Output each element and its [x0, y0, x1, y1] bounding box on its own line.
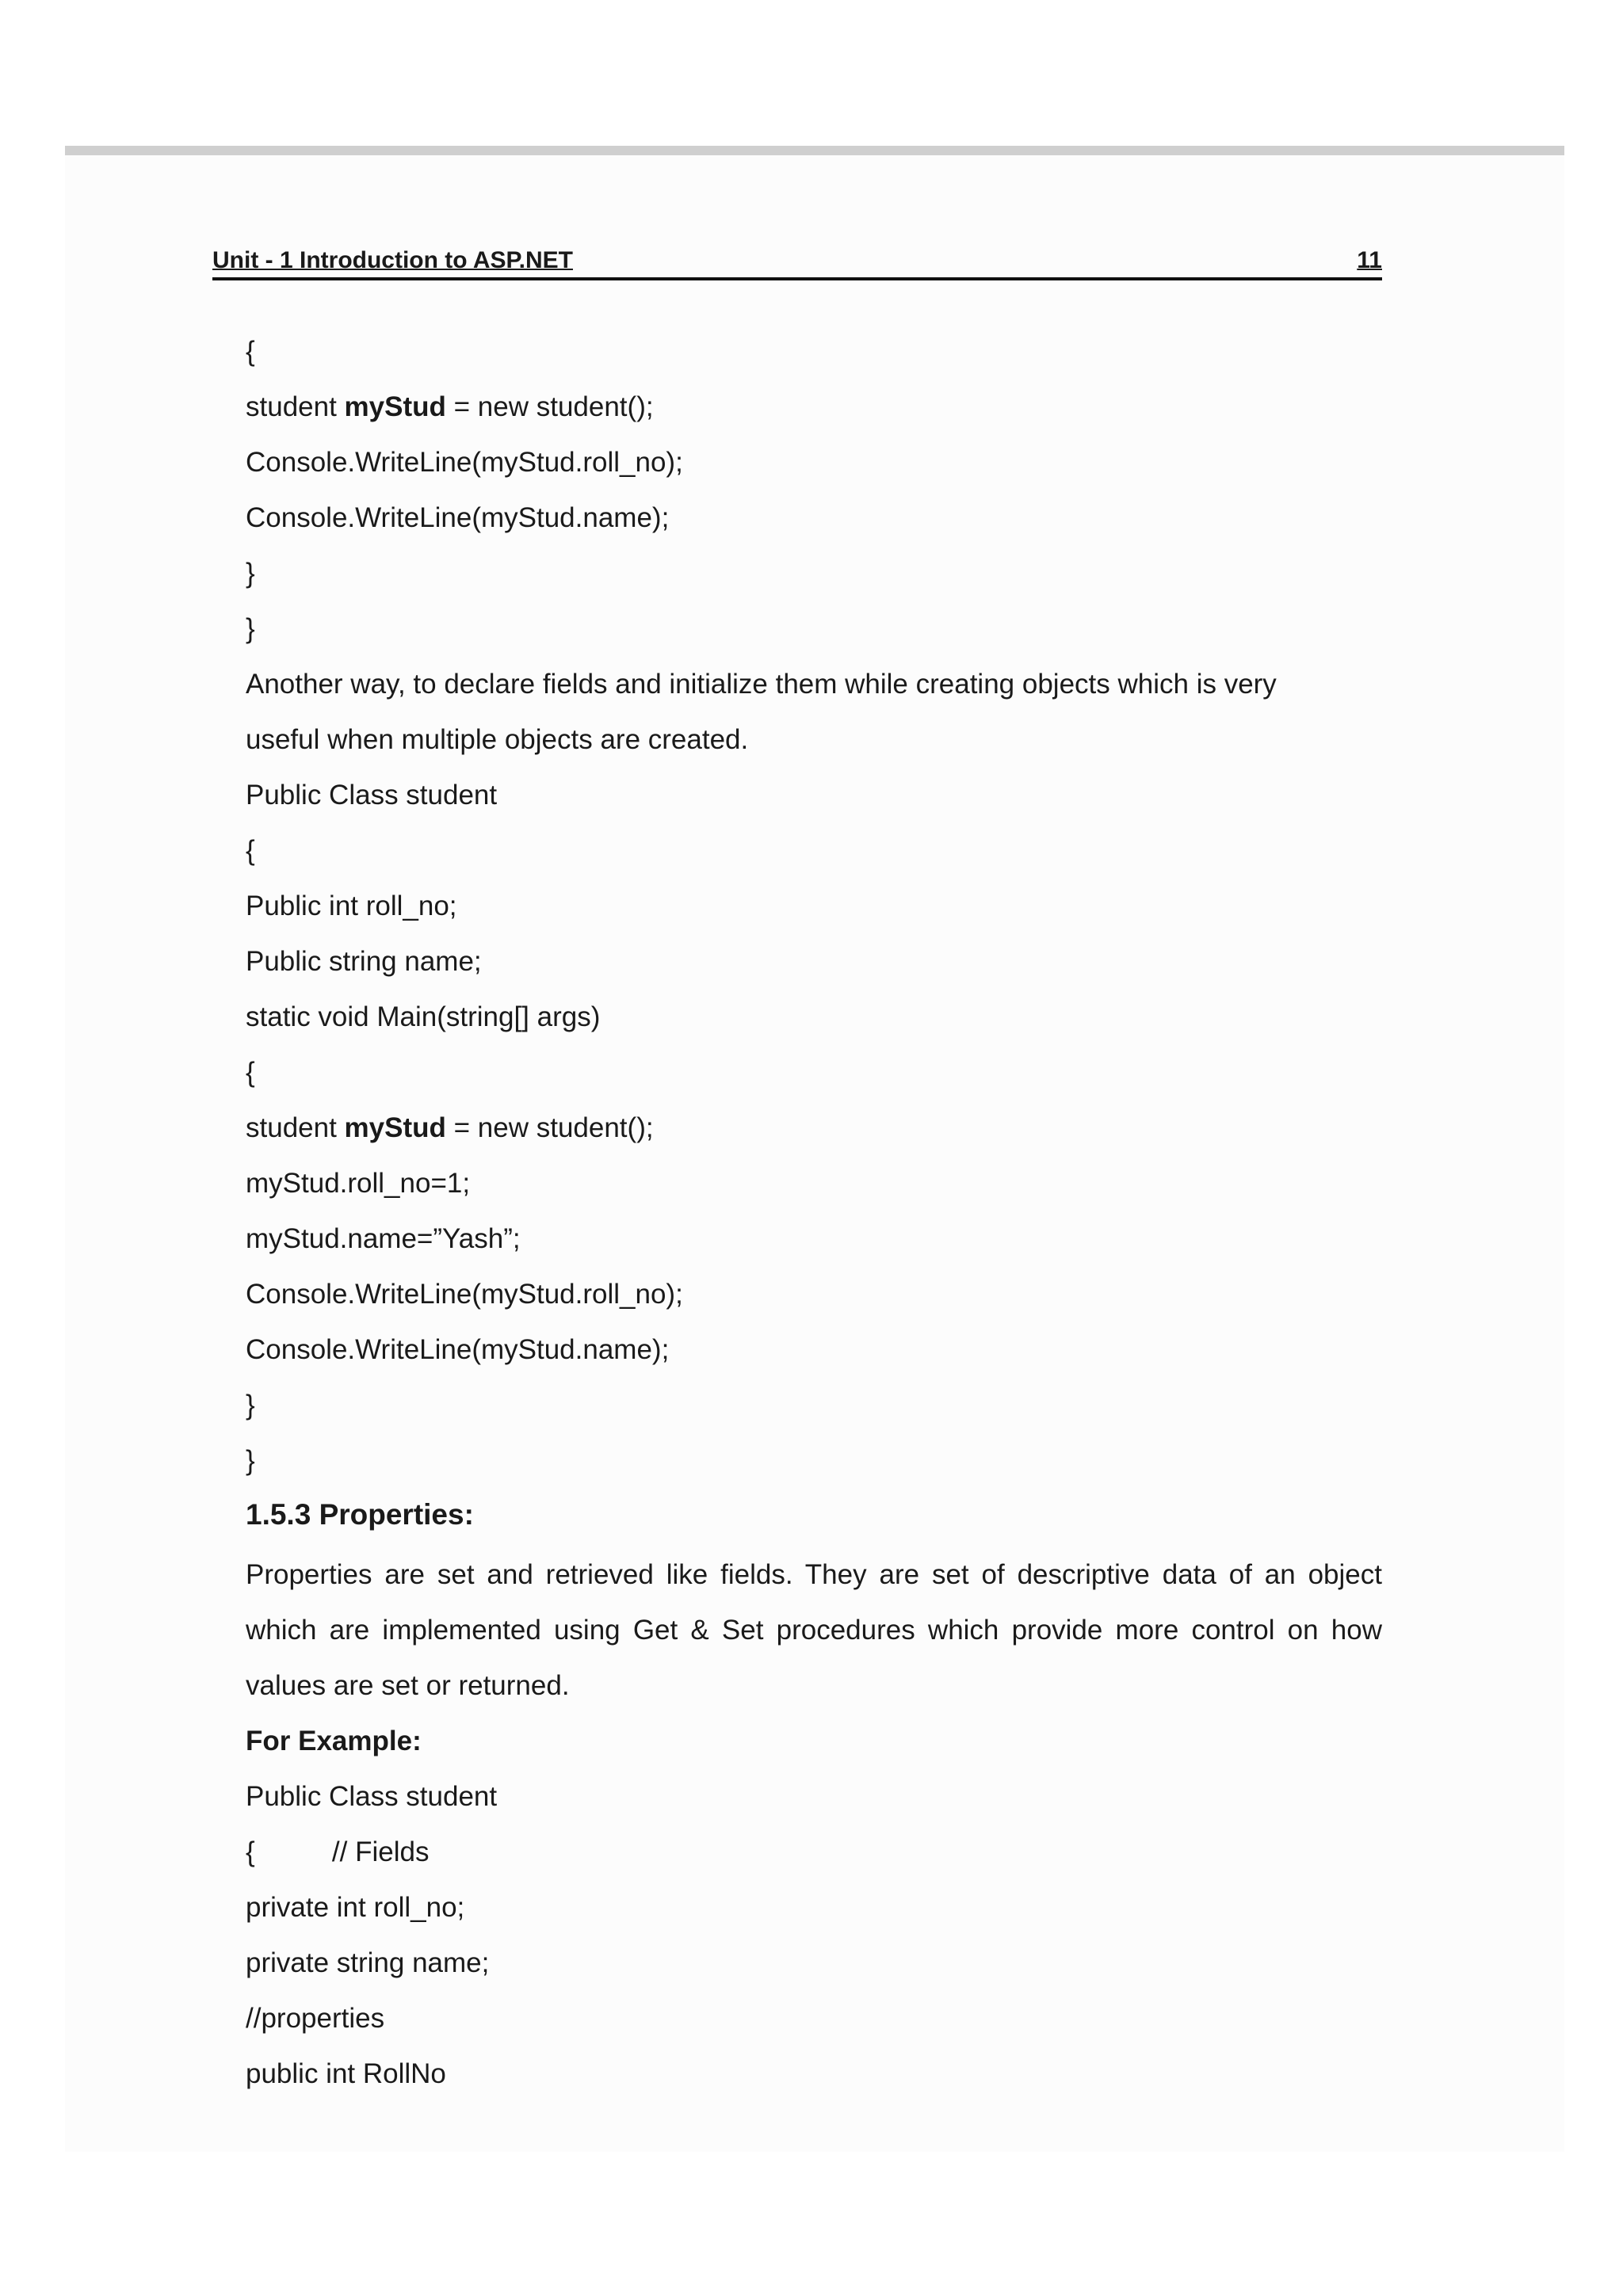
paragraph-line: Properties are set and retrieved like fields. They are set of descriptive data of an object — [246, 1559, 1382, 1590]
paragraph-line: values are set or returned. — [246, 1670, 570, 1701]
code-line: Console.WriteLine(myStud.roll_no); — [246, 447, 683, 478]
code-line: //properties — [246, 2003, 385, 2034]
code-line: { — [246, 835, 255, 866]
code-line: Public Class student — [246, 780, 498, 810]
code-text-bold: myStud — [344, 391, 446, 422]
code-line: } — [246, 613, 255, 644]
code-line: Public string name; — [246, 946, 482, 977]
code-line: private int roll_no; — [246, 1892, 465, 1923]
code-line: Console.WriteLine(myStud.name); — [246, 502, 670, 533]
running-header — [212, 244, 1382, 280]
code-line: { — [246, 1057, 255, 1088]
page-number: 11 — [1357, 247, 1382, 273]
code-line: } — [246, 1445, 255, 1476]
code-line: { — [246, 336, 255, 367]
code-line: public int RollNo — [246, 2058, 446, 2089]
code-line: myStud.roll_no=1; — [246, 1168, 471, 1199]
paragraph-line: which are implemented using Get & Set procedures which provide more control on how — [246, 1615, 1382, 1646]
code-line: { // Fields — [246, 1836, 430, 1867]
code-line: Public Class student — [246, 1781, 498, 1812]
header-title: Unit - 1 Introduction to ASP.NET — [212, 247, 573, 273]
code-line: Console.WriteLine(myStud.name); — [246, 1334, 670, 1365]
paragraph-line: Another way, to declare fields and initialize them while creating objects which is very — [246, 669, 1277, 700]
code-line: private string name; — [246, 1947, 490, 1978]
code-line: static void Main(string[] args) — [246, 1001, 601, 1032]
code-text: student — [246, 391, 345, 422]
code-text: = new student(); — [445, 1112, 654, 1143]
code-text: = new student(); — [445, 391, 654, 422]
code-text-bold: myStud — [344, 1112, 446, 1143]
code-text: student — [246, 1112, 345, 1143]
paragraph-line: useful when multiple objects are created. — [246, 724, 749, 755]
code-line: Console.WriteLine(myStud.roll_no); — [246, 1279, 683, 1310]
code-line — [246, 390, 654, 425]
section-heading: 1.5.3 Properties: — [246, 1498, 474, 1531]
code-line: myStud.name=”Yash”; — [246, 1223, 521, 1254]
code-line — [246, 1111, 654, 1146]
example-label: For Example: — [246, 1726, 422, 1756]
code-line: } — [246, 558, 255, 589]
code-line: } — [246, 1390, 255, 1421]
code-line: Public int roll_no; — [246, 891, 457, 921]
scan-top-rule — [65, 146, 1564, 155]
